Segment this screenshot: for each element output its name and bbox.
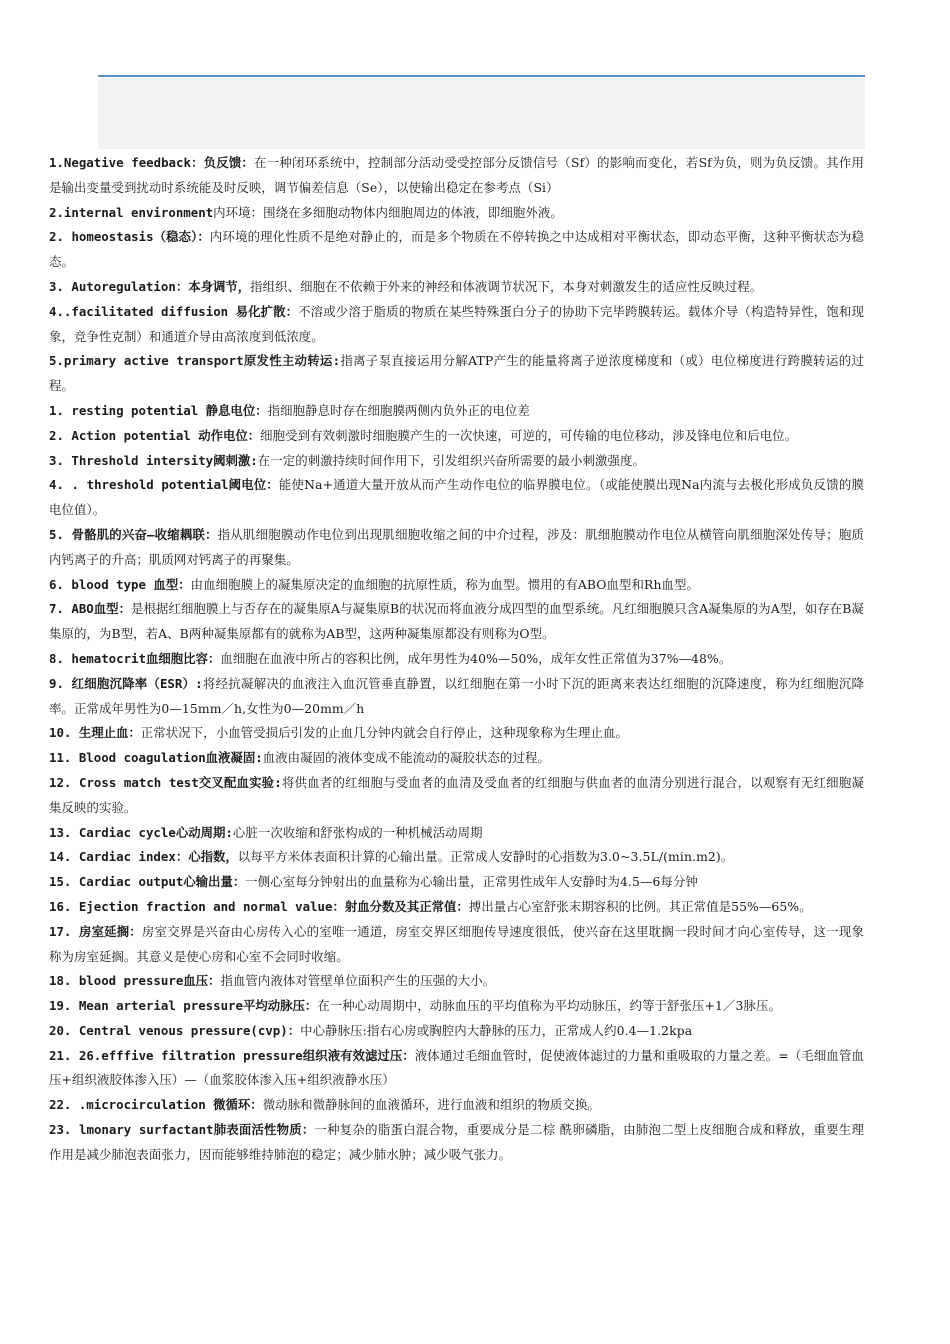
entry-term: 17. 房室延搁：	[49, 923, 142, 939]
entry-description: 血细胞在血液中所占的容积比例，成年男性为40%—50%，成年女性正常值为37%—48%。	[220, 650, 732, 666]
entry-description: 是根据红细胞膜上与否存在的凝集原A与凝集原B的状况而将血液分成四型的血型系统。凡红细胞膜只含A凝集原的为A型，如存在B凝集原的，为B型，若A、B两种凝集原都有的就称为AB型，这两种凝集原都没有则称为O型。	[49, 601, 864, 642]
definition-entry	[49, 349, 864, 399]
entry-description: 搏出量占心室舒张末期容积的比例。其正常值是55%—65%。	[468, 898, 812, 914]
definition-entry	[49, 647, 864, 672]
entry-description: 指组织、细胞在不依赖于外来的神经和体液调节状况下，本身对刺激发生的适应性反映过程。	[250, 278, 763, 294]
definition-entry	[49, 870, 864, 895]
definition-entry	[49, 473, 864, 523]
definition-entry	[49, 1019, 864, 1044]
entry-description: 能使Na+通道大量开放从而产生动作电位的临界膜电位。（或能使膜出现Na内流与去极化形成负反馈的膜电位值）。	[49, 477, 864, 518]
entry-term: 5. 骨骼肌的兴奋—收缩耦联：	[49, 526, 218, 542]
header-rule	[98, 75, 865, 77]
definition-entry	[49, 994, 864, 1019]
entry-term: 3. Autoregulation：本身调节，	[49, 278, 251, 294]
entry-term: 12. Cross match test交叉配血实验:	[49, 774, 282, 790]
entry-description: 血液由凝固的液体变成不能流动的凝胶状态的过程。	[262, 750, 550, 766]
entry-description: 将供血者的红细胞与受血者的血清及受血者的红细胞与供血者的血清分别进行混合，以观察有无红细胞凝集反映的实验。	[49, 774, 864, 815]
entry-term: 13. Cardiac cycle心动周期:	[49, 824, 233, 840]
entry-description: 内环境：围绕在多细胞动物体内细胞周边的体液，即细胞外液。	[213, 204, 563, 220]
definition-entry	[49, 721, 864, 746]
entry-term: 7. ABO血型：	[49, 601, 131, 617]
definition-entry	[49, 523, 864, 573]
entry-description: 房室交界是兴奋由心房传入心的室唯一通道，房室交界区细胞传导速度很低，使兴奋在这里耽搁一段时间才向心室传导，这一现象称为房室延搁。其意义是使心房和心室不会同时收缩。	[49, 923, 865, 964]
document-body	[49, 151, 864, 1168]
entry-description: 将经抗凝解决的血液注入血沉管垂直静置，以红细胞在第一小时下沉的距离来表达红细胞的沉降速度，称为红细胞沉降率。正常成年男性为0—15mm／h,女性为0—20mm／h	[49, 675, 864, 716]
entry-term: 22. .microcirculation 微循环：	[49, 1097, 263, 1113]
definition-entry	[49, 225, 864, 275]
definition-entry	[49, 1118, 864, 1168]
entry-description: 液体通过毛细血管时，促使液体滤过的力量和重吸取的力量之差。=（毛细血管血压+组织液胶体渗入压）—（血浆胶体渗入压+组织液静水压）	[49, 1047, 864, 1088]
entry-term: 1. resting potential 静息电位：	[49, 402, 268, 418]
entry-description: 一侧心室每分钟射出的血量称为心输出量，正常男性成年人安静时为4.5—6每分钟	[245, 874, 698, 890]
definition-entry	[49, 1093, 864, 1118]
definition-entry	[49, 969, 864, 994]
definition-entry	[49, 746, 864, 771]
entry-description: 心脏一次收缩和舒张构成的一种机械活动周期	[232, 824, 483, 840]
definition-entry	[49, 201, 864, 226]
definition-entry	[49, 895, 864, 920]
entry-term: 19. Mean arterial pressure平均动脉压：	[49, 998, 318, 1014]
entry-term: 6. blood type 血型：	[49, 576, 191, 592]
definition-entry	[49, 1044, 864, 1094]
entry-description: 以每平方米体表面积计算的心输出量。正常成人安静时的心指数为3.0~3.5L/(min.m2)。	[237, 849, 734, 865]
entry-term: 2. Action potential 动作电位：	[49, 427, 261, 443]
entry-description: 由血细胞膜上的凝集原决定的血细胞的抗原性质，称为血型。惯用的有ABO血型和Rh血型。	[190, 576, 700, 592]
header-band	[98, 78, 865, 149]
entry-term: 21. 26.efffive filtration pressure组织液有效滤过压：	[49, 1047, 415, 1063]
entry-description: 正常状况下，小血管受损后引发的止血几分钟内就会自行停止，这种现象称为生理止血。	[140, 725, 628, 741]
entry-term: 14. Cardiac index：心指数，	[49, 849, 238, 865]
entry-description: 微动脉和微静脉间的血液循环，进行血液和组织的物质交换。	[262, 1097, 600, 1113]
definition-entry	[49, 672, 864, 722]
entry-term: 3. Threshold intersity阈刺激:	[49, 452, 258, 468]
definition-entry	[49, 920, 864, 970]
entry-term: 2.internal environment	[49, 204, 214, 220]
entry-term: 11. Blood coagulation血液凝固:	[49, 750, 263, 766]
entry-term: 15. Cardiac output心输出量：	[49, 874, 246, 890]
entry-description: 不溶或少溶于脂质的物质在某些特殊蛋白分子的协助下完毕跨膜转运。载体介导（构造特异性，饱和现象，竞争性克制）和通道介导由高浓度到低浓度。	[49, 303, 864, 344]
entry-description: 在一种心动周期中，动脉血压的平均值称为平均动脉压，约等于舒张压+1／3脉压。	[317, 998, 781, 1014]
definition-entry	[49, 151, 864, 201]
entry-description: 细胞受到有效刺激时细胞膜产生的一次快速，可逆的，可传输的电位移动，涉及锋电位和后电位。	[260, 427, 798, 443]
definition-entry	[49, 424, 864, 449]
entry-term: 23. lmonary surfactant肺表面活性物质：	[49, 1122, 315, 1138]
definition-entry	[49, 597, 864, 647]
definition-entry	[49, 399, 864, 424]
entry-description: 在一种闭环系统中，控制部分活动受受控部分反馈信号（Sf）的影响而变化，若Sf为负，则为负反馈。其作用是输出变量受到扰动时系统能及时反映，调节偏差信息（Se），以使输出稳定在参考点（Si）	[49, 155, 864, 195]
entry-description: 一种复杂的脂蛋白混合物，重要成分是二棕 酰卵磷脂，由肺泡二型上皮细胞合成和释放，重要生理作用是减少肺泡表面张力，因而能够维持肺泡的稳定；减少肺水肿；减少吸气张力。	[49, 1122, 864, 1162]
entry-term: 5.primary active transport原发性主动转运:	[49, 353, 341, 369]
entry-term: 16. Ejection fraction and normal value：射血分数及其正常值：	[49, 898, 469, 914]
definition-entry	[49, 845, 864, 870]
entry-description: 中心静脉压:指右心房或胸腔内大静脉的压力，正常成人约0.4—1.2kpa	[300, 1022, 693, 1038]
entry-term: 8. hematocrit血细胞比容：	[49, 650, 221, 666]
definition-entry	[49, 449, 864, 474]
entry-description: 指血管内液体对管壁单位面积产生的压强的大小。	[220, 973, 496, 989]
definition-entry	[49, 573, 864, 598]
entry-term: 1.Negative feedback：负反馈：	[49, 155, 255, 170]
entry-description: 在一定的刺激持续时间作用下，引发组织兴奋所需要的最小刺激强度。	[257, 452, 645, 468]
entry-term: 2. homeostasis（稳态）：	[49, 229, 210, 245]
definition-entry	[49, 275, 864, 300]
entry-term: 20. Central venous pressure(cvp)：	[49, 1022, 301, 1038]
entry-term: 4..facilitated diffusion 易化扩散：	[49, 303, 299, 319]
entry-term: 10. 生理止血：	[49, 725, 141, 741]
entry-term: 18. blood pressure血压：	[49, 973, 221, 989]
definition-entry	[49, 821, 864, 846]
entry-term: 4. . threshold potential阈电位：	[49, 477, 279, 493]
entry-description: 指细胞静息时存在细胞膜两侧内负外正的电位差	[267, 402, 530, 418]
entry-description: 内环境的理化性质不是绝对静止的，而是多个物质在不停转换之中达成相对平衡状态，即动态平衡，这种平衡状态为稳态。	[49, 229, 864, 270]
definition-entry	[49, 300, 864, 350]
entry-description: 指离子泵直接运用分解ATP产生的能量将离子逆浓度梯度和（或）电位梯度进行跨膜转运的过程。	[49, 353, 864, 394]
entry-term: 9. 红细胞沉降率（ESR）:	[49, 675, 203, 691]
entry-description: 指从肌细胞膜动作电位到出现肌细胞收缩之间的中介过程，涉及：肌细胞膜动作电位从横管向肌细胞深处传导；胞质内钙离子的升高；肌质网对钙离子的再聚集。	[49, 526, 864, 567]
definition-entry	[49, 771, 864, 821]
